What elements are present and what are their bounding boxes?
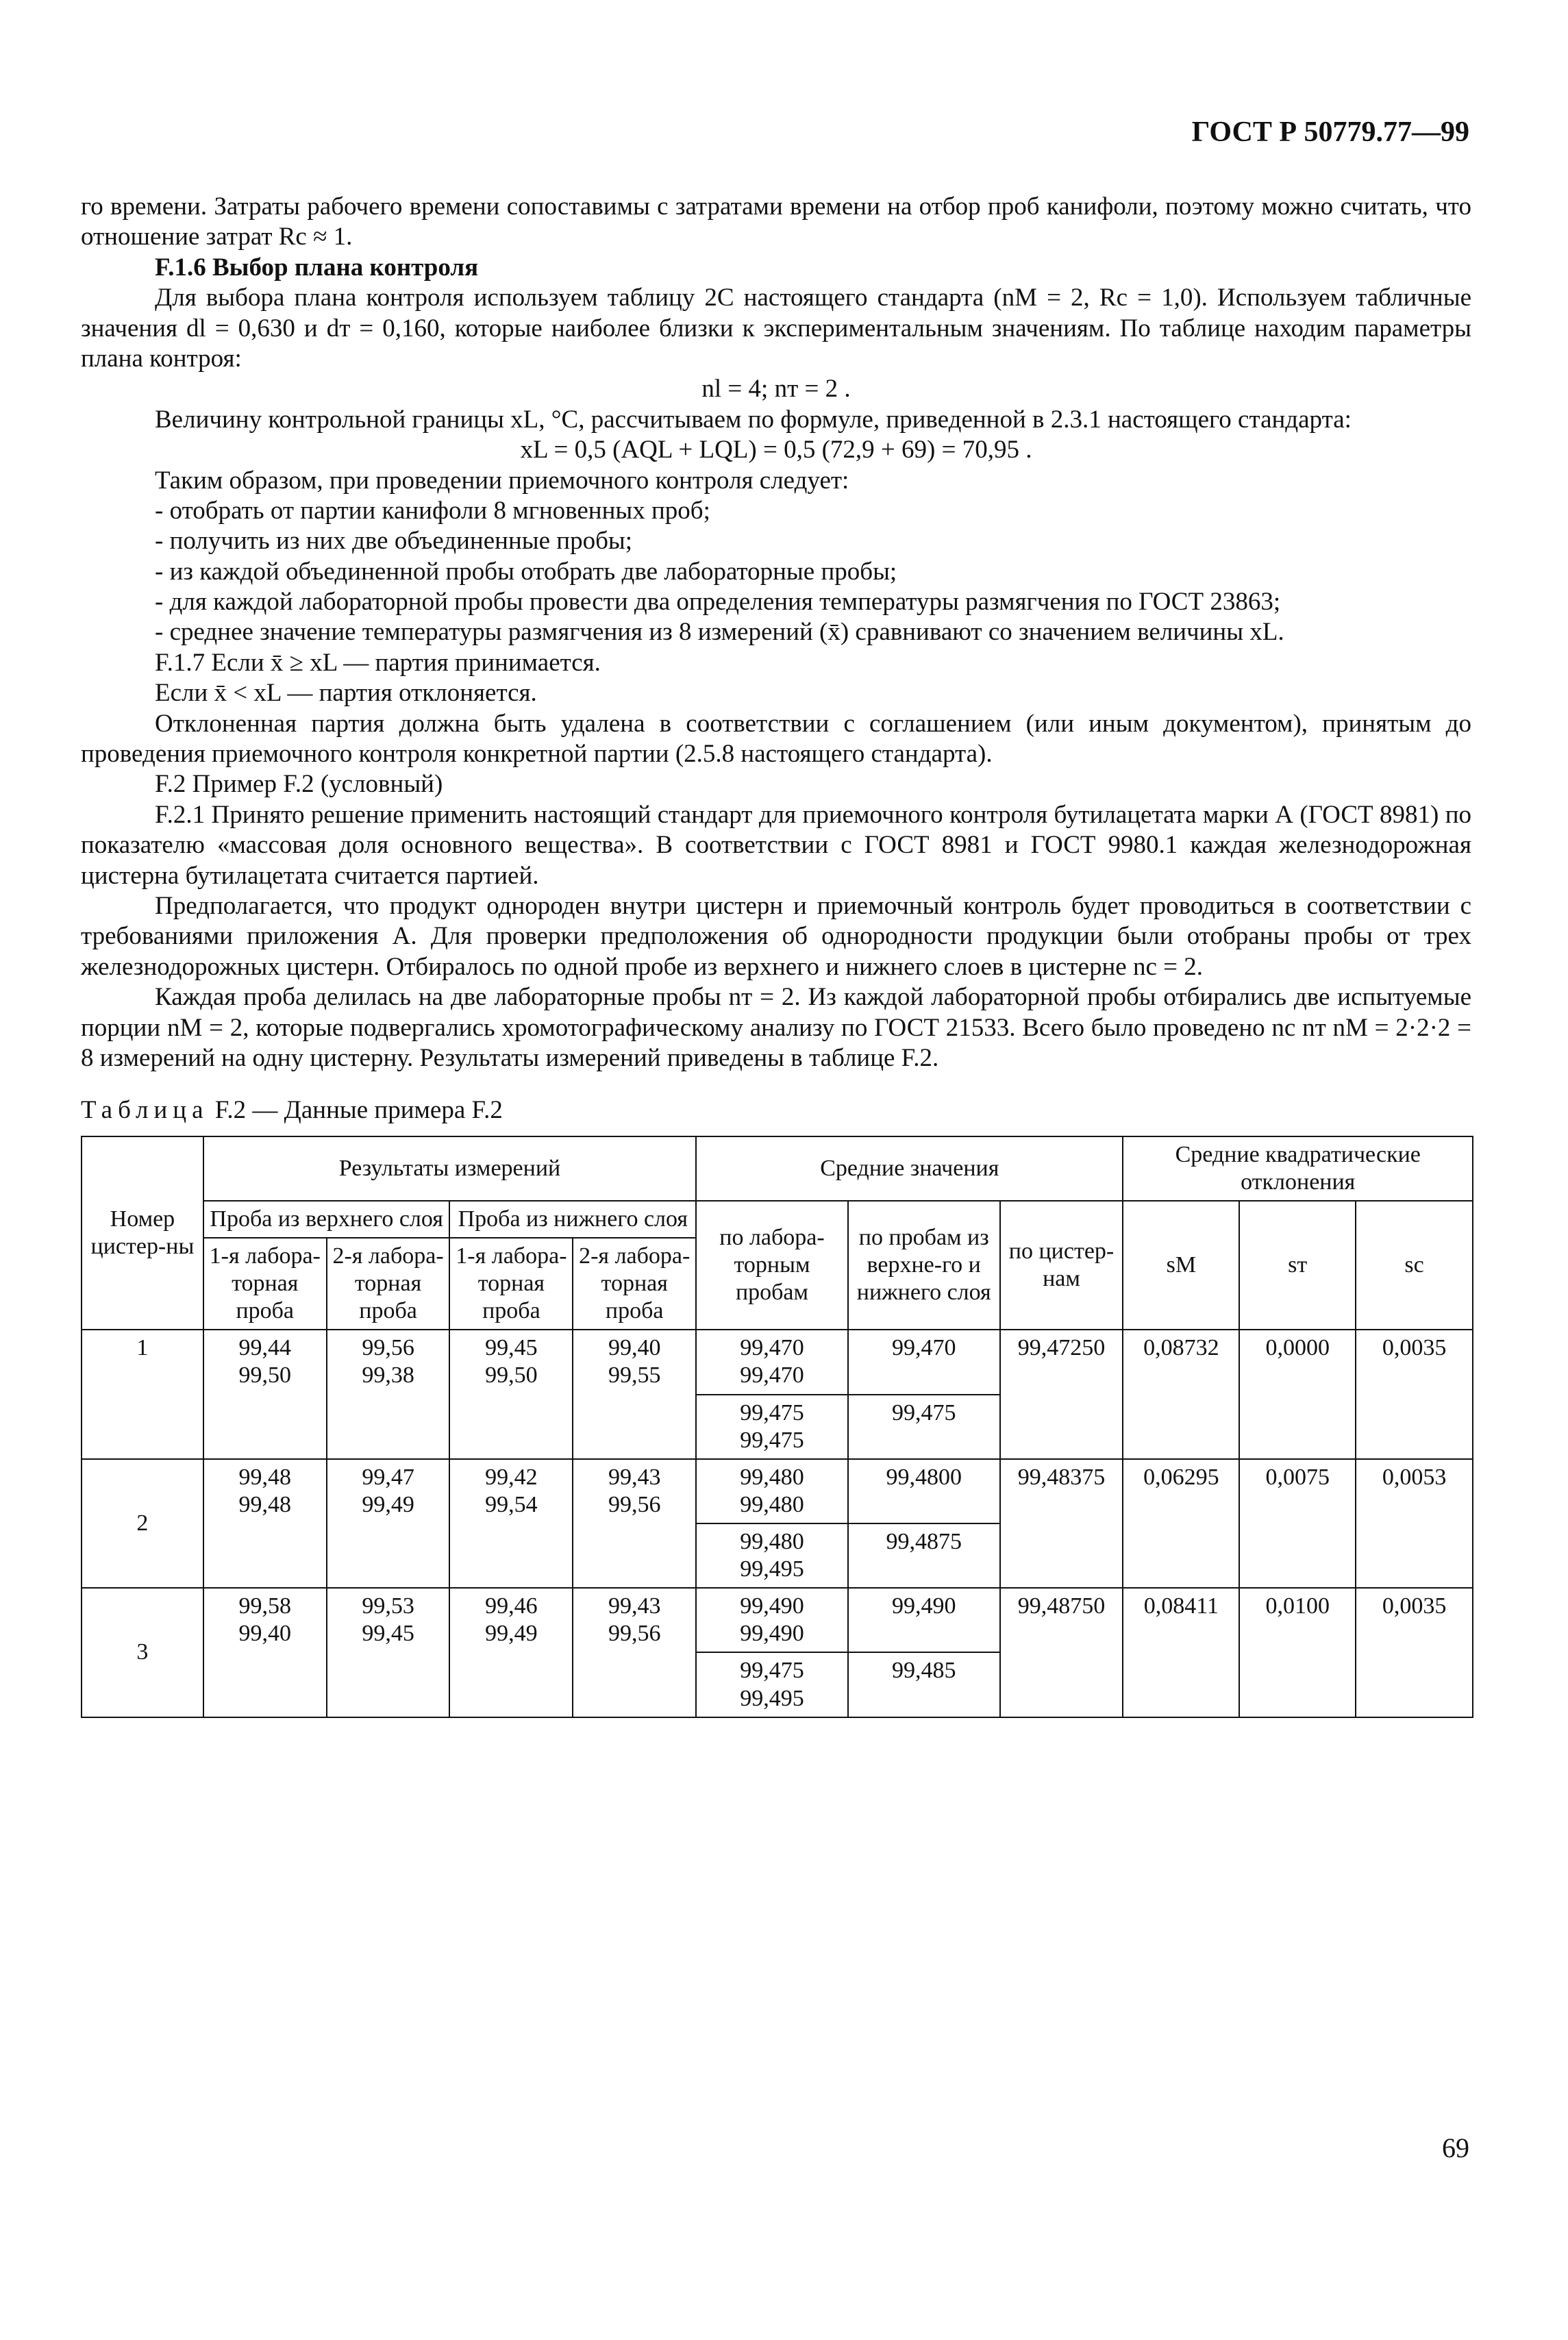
header-lower-lab1: 1-я лабора-торная проба <box>449 1238 573 1330</box>
header-lower: Проба из нижнего слоя <box>449 1201 696 1238</box>
cell-st: 0,0075 <box>1239 1459 1356 1588</box>
table-row <box>82 1588 1473 1652</box>
cell-sc: 0,0035 <box>1356 1588 1473 1717</box>
header-sm: sM <box>1123 1201 1239 1330</box>
cell-mean-tank: 99,48375 <box>1000 1459 1123 1588</box>
paragraph: го времени. Затраты рабочего времени сопоставимы с затратами времени на отбор проб канифоли, поэтому можно считать, что отношение затрат Rc ≈ 1. <box>81 192 1471 251</box>
formula: xL = 0,5 (AQL + LQL) = 0,5 (72,9 + 69) = 70,95 . <box>520 436 1032 464</box>
paragraph: Если x̄ < xL — партия отклоняется. <box>155 679 537 708</box>
cell-mean-lab: 99,475 99,475 <box>696 1395 848 1459</box>
cell-lower-lab1: 99,42 99,54 <box>449 1459 573 1588</box>
paragraph: Каждая проба делилась на две лабораторные пробы nт = 2. Из каждой лабораторной пробы отбирались две испытуемые порции nM = 2, которые подвергались хромотографическому анализу по ГОСТ 21533. Всего было проведено nc nт nM = 2·2·2 = 8 измерений на одну цистерну. Результаты измерений приведены в таблице F.2. <box>81 983 1472 1072</box>
formula: nl = 4; nт = 2 . <box>701 375 851 403</box>
cell-mean-sample: 99,4875 <box>848 1523 1000 1588</box>
cell-sm: 0,08732 <box>1123 1330 1239 1458</box>
data-table <box>81 1136 1473 1718</box>
list-item: - получить из них две объединенные пробы; <box>155 527 633 556</box>
list-item: - из каждой объединенной пробы отобрать две лабораторные пробы; <box>155 557 897 586</box>
paragraph: Величину контрольной границы xL, °C, рассчитываем по формуле, приведенной в 2.3.1 настоящего стандарта: <box>155 405 1352 434</box>
cell-mean-sample: 99,490 <box>848 1588 1000 1652</box>
cell-mean-lab: 99,490 99,490 <box>696 1588 848 1652</box>
cell-st: 0,0100 <box>1239 1588 1356 1717</box>
table-caption-prefix: Таблица <box>81 1096 209 1125</box>
header-by-sample: по пробам из верхне-го и нижнего слоя <box>848 1201 1000 1330</box>
cell-upper-lab1: 99,48 99,48 <box>203 1459 327 1588</box>
list-item: - среднее значение температуры размягчения из 8 измерений (x̄) сравнивают со значением величины xL. <box>155 618 1284 647</box>
cell-mean-lab: 99,470 99,470 <box>696 1330 848 1394</box>
cell-upper-lab1: 99,44 99,50 <box>203 1330 327 1458</box>
header-sds: Средние квадратические отклонения <box>1123 1136 1473 1201</box>
cell-tank: 2 <box>82 1459 203 1588</box>
cell-tank: 3 <box>82 1588 203 1717</box>
list-item: - отобрать от партии канифоли 8 мгновенных проб; <box>155 496 710 525</box>
table-caption <box>81 1095 1471 1125</box>
paragraph: F.2.1 Принято решение применить настоящий стандарт для приемочного контроля бутилацетата марки А (ГОСТ 8981) по показателю «массовая доля основного вещества». В соответствии с ГОСТ 8981 и ГОСТ 9980.1 каждая железнодорожная цистерна бутилацетата считается партией. <box>81 800 1471 890</box>
cell-lower-lab1: 99,45 99,50 <box>449 1330 573 1458</box>
header-results: Результаты измерений <box>203 1136 696 1201</box>
cell-mean-sample: 99,475 <box>848 1395 1000 1459</box>
header-upper-lab2: 2-я лабора-торная проба <box>327 1238 450 1330</box>
cell-sc: 0,0035 <box>1356 1330 1473 1458</box>
document-code: ГОСТ Р 50779.77—99 <box>1191 116 1469 148</box>
table-header-row <box>82 1136 1473 1201</box>
header-by-tank: по цистер-нам <box>1000 1201 1123 1330</box>
cell-tank: 1 <box>82 1330 203 1458</box>
header-upper: Проба из верхнего слоя <box>203 1201 450 1238</box>
cell-mean-tank: 99,48750 <box>1000 1588 1123 1717</box>
header-by-lab: по лабора-торным пробам <box>696 1201 848 1330</box>
header-tank: Номер цистер-ны <box>82 1136 203 1330</box>
table-caption-text: F.2 — Данные примера F.2 <box>214 1096 503 1125</box>
paragraph: F.1.7 Если x̄ ≥ xL — партия принимается. <box>155 648 601 677</box>
cell-sm: 0,06295 <box>1123 1459 1239 1588</box>
cell-mean-sample: 99,485 <box>848 1652 1000 1717</box>
list-item: - для каждой лабораторной пробы провести два определения температуры размягчения по ГОСТ 23863; <box>155 588 1281 617</box>
paragraph: Таким образом, при проведении приемочного контроля следует: <box>155 466 849 495</box>
header-lower-lab2: 2-я лабора-торная проба <box>573 1238 696 1330</box>
cell-sm: 0,08411 <box>1123 1588 1239 1717</box>
cell-mean-lab: 99,475 99,495 <box>696 1652 848 1717</box>
cell-upper-lab2: 99,56 99,38 <box>327 1330 450 1458</box>
cell-lower-lab1: 99,46 99,49 <box>449 1588 573 1717</box>
cell-mean-tank: 99,47250 <box>1000 1330 1123 1458</box>
paragraph: Для выбора плана контроля используем таблицу 2С настоящего стандарта (nM = 2, Rc = 1,0). Используем табличные значения dl = 0,630 и dт = 0,160, которые наиболее близки к экспериментальным значениям. По таблице находим параметры плана контроя: <box>81 284 1471 373</box>
table-header-row <box>82 1201 1473 1238</box>
table-row <box>82 1330 1473 1394</box>
header-st: sт <box>1239 1201 1356 1330</box>
table-row <box>82 1459 1473 1523</box>
cell-upper-lab2: 99,47 99,49 <box>327 1459 450 1588</box>
header-means: Средние значения <box>696 1136 1123 1201</box>
paragraph: Отклоненная партия должна быть удалена в соответствии с соглашением (или иным документом), принятым до проведения приемочного контроля конкретной партии (2.5.8 настоящего стандарта). <box>81 709 1471 769</box>
cell-upper-lab2: 99,53 99,45 <box>327 1588 450 1717</box>
cell-mean-sample: 99,4800 <box>848 1459 1000 1523</box>
cell-mean-lab: 99,480 99,495 <box>696 1523 848 1588</box>
cell-lower-lab2: 99,43 99,56 <box>573 1459 696 1588</box>
cell-lower-lab2: 99,40 99,55 <box>573 1330 696 1458</box>
cell-mean-lab: 99,480 99,480 <box>696 1459 848 1523</box>
header-sc: sc <box>1356 1201 1473 1330</box>
cell-mean-sample: 99,470 <box>848 1330 1000 1394</box>
cell-sc: 0,0053 <box>1356 1459 1473 1588</box>
cell-upper-lab1: 99,58 99,40 <box>203 1588 327 1717</box>
page-number: 69 <box>1442 2132 1469 2163</box>
document-body <box>81 192 1471 1718</box>
header-upper-lab1: 1-я лабора-торная проба <box>203 1238 327 1330</box>
paragraph: Предполагается, что продукт однороден внутри цистерн и приемочный контроль будет проводиться в соответствии с требованиями приложения А. Для проверки предположения об однородности продукции были отобраны пробы от трех железнодорожных цистерн. Отбиралось по одной пробе из верхнего и нижнего слоев в цистерне nc = 2. <box>81 891 1471 981</box>
cell-lower-lab2: 99,43 99,56 <box>573 1588 696 1717</box>
paragraph: F.2 Пример F.2 (условный) <box>155 770 443 799</box>
cell-st: 0,0000 <box>1239 1330 1356 1458</box>
section-heading: F.1.6 Выбор плана контроля <box>155 253 479 282</box>
